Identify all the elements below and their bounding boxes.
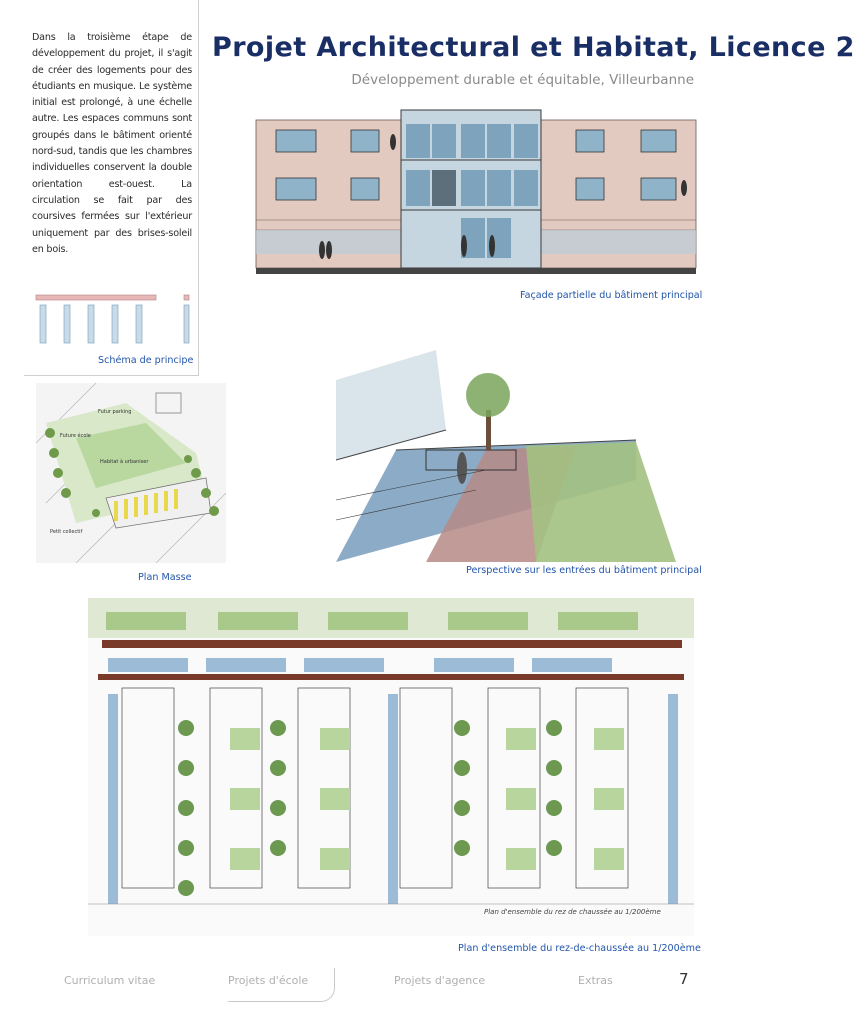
caption-facade: Façade partielle du bâtiment principal	[520, 290, 703, 301]
site-plan-drawing	[36, 383, 226, 563]
site-label-ecole: Future école	[60, 433, 91, 439]
page-number: 7	[679, 970, 689, 988]
nav-extras[interactable]: Extras	[578, 974, 613, 987]
nav-projets-agence[interactable]: Projets d'agence	[394, 974, 486, 987]
caption-schema: Schéma de principe	[98, 355, 194, 366]
site-label-petit: Petit collectif	[50, 529, 83, 535]
sidebar-frame-horizontal	[24, 375, 199, 376]
facade-drawing	[256, 110, 696, 286]
nav-curriculum[interactable]: Curriculum vitae	[64, 974, 156, 987]
schema-diagram	[34, 294, 199, 346]
caption-plan-masse: Plan Masse	[138, 572, 192, 583]
perspective-drawing	[336, 350, 696, 562]
caption-perspective: Perspective sur les entrées du bâtiment principal	[466, 565, 702, 576]
nav-projets-ecole[interactable]: Projets d'école	[228, 968, 335, 1002]
floor-plan-handwritten-label: Plan d'ensemble du rez de chaussée au 1/200ème	[484, 908, 661, 916]
site-label-habitat: Habitat à urbaniser	[100, 459, 149, 465]
page-title: Projet Architectural et Habitat, Licence 2	[212, 32, 855, 63]
floor-plan-drawing	[88, 598, 694, 936]
intro-paragraph: Dans la troisième étape de développement du projet, il s'agit de créer des logements pour des étudiants en musique. Le système initial est prolongé, à une échelle autre. Les espaces communs sont groupés dans le bâtiment orienté nord-sud, tandis que les chambres individuelles conservent la double orientation est-ouest. La circulation se fait par des coursives fermées sur l'extérieur uniquement par des brises-soleil en bois.	[32, 32, 192, 255]
page-subtitle: Développement durable et équitable, Villeurbanne	[351, 72, 694, 88]
site-label-parking: Futur parking	[98, 409, 132, 415]
caption-plan-ensemble: Plan d'ensemble du rez-de-chaussée au 1/200ème	[458, 943, 701, 954]
